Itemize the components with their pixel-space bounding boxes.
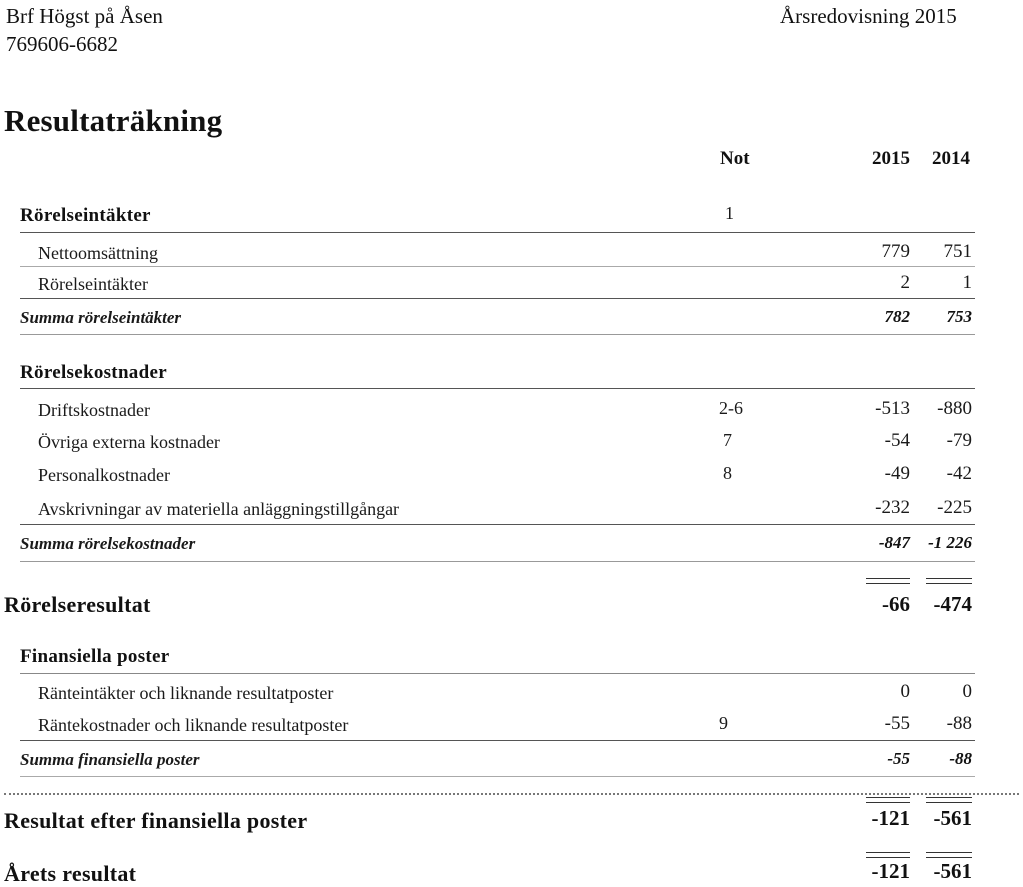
value-2014: -225	[937, 497, 972, 518]
sum-2015: 782	[884, 307, 910, 326]
row-label: Rörelseintäkter	[38, 274, 148, 294]
result-after-financial-2015: -121	[871, 806, 910, 830]
result-after-financial-label: Resultat efter finansiella poster	[4, 808, 308, 833]
sum-label: Summa rörelsekostnader	[20, 534, 196, 553]
divider	[20, 232, 975, 233]
value-2015: 2	[900, 272, 910, 293]
dotted-divider	[4, 793, 1019, 795]
sum-2015: -847	[878, 533, 910, 552]
row-label: Räntekostnader och liknande resultatposter	[38, 715, 349, 735]
year-result-2015: -121	[871, 859, 910, 883]
sum-2014: 753	[946, 307, 972, 326]
divider	[20, 673, 975, 674]
value-2014: -42	[946, 463, 972, 484]
double-rule	[866, 797, 910, 803]
result-after-financial-2014: -561	[933, 806, 972, 830]
sum-label: Summa finansiella poster	[20, 750, 200, 769]
value-2014: -88	[946, 713, 972, 734]
year-result-2014: -561	[933, 859, 972, 883]
row-label: Övriga externa kostnader	[38, 432, 220, 452]
divider	[20, 334, 975, 335]
column-2015-header: 2015	[872, 148, 910, 169]
value-2015: -49	[884, 463, 910, 484]
row-label: Avskrivningar av materiella anläggningstillgångar	[38, 499, 400, 519]
operating-result-2015: -66	[882, 592, 910, 616]
divider	[20, 561, 975, 562]
value-2015: -55	[884, 713, 910, 734]
value-2015: 779	[881, 241, 910, 262]
sum-2014: -88	[949, 749, 972, 768]
row-label: Ränteintäkter och liknande resultatposter	[38, 683, 334, 703]
sum-2014: -1 226	[928, 533, 972, 552]
section-heading-operating-income: Rörelseintäkter	[20, 205, 151, 226]
section-note: 1	[725, 203, 734, 223]
operating-result-label: Rörelseresultat	[4, 592, 151, 617]
value-2014: 1	[962, 272, 972, 293]
row-label: Nettoomsättning	[38, 243, 158, 263]
divider	[20, 388, 975, 389]
value-2014: -880	[937, 398, 972, 419]
row-note: 8	[723, 463, 732, 483]
row-note: 2-6	[719, 398, 743, 418]
value-2015: -513	[875, 398, 910, 419]
value-2014: 0	[962, 681, 972, 702]
sum-2015: -55	[887, 749, 910, 768]
page-title: Resultaträkning	[4, 103, 223, 138]
double-rule	[866, 852, 910, 858]
column-2014-header: 2014	[932, 148, 970, 169]
row-label: Personalkostnader	[38, 465, 170, 485]
double-rule	[926, 797, 972, 803]
divider	[20, 298, 975, 299]
row-label: Driftskostnader	[38, 400, 150, 420]
value-2014: 751	[943, 241, 972, 262]
row-note: 9	[719, 713, 728, 733]
section-heading-financial: Finansiella poster	[20, 646, 170, 667]
sum-label: Summa rörelseintäkter	[20, 308, 182, 327]
divider	[20, 524, 975, 525]
org-name: Brf Högst på Åsen	[6, 4, 163, 28]
row-note: 7	[723, 430, 732, 450]
value-2015: 0	[900, 681, 910, 702]
org-number: 769606-6682	[6, 32, 118, 56]
report-title: Årsredovisning 2015	[780, 4, 957, 28]
year-result-label: Årets resultat	[4, 861, 137, 886]
double-rule	[926, 578, 972, 584]
section-heading-operating-costs: Rörelsekostnader	[20, 362, 167, 383]
divider	[20, 776, 975, 777]
value-2015: -54	[884, 430, 910, 451]
column-note-header: Not	[720, 148, 750, 169]
divider	[20, 740, 975, 741]
double-rule	[866, 578, 910, 584]
divider	[20, 266, 975, 267]
value-2015: -232	[875, 497, 910, 518]
double-rule	[926, 852, 972, 858]
operating-result-2014: -474	[933, 592, 972, 616]
value-2014: -79	[946, 430, 972, 451]
